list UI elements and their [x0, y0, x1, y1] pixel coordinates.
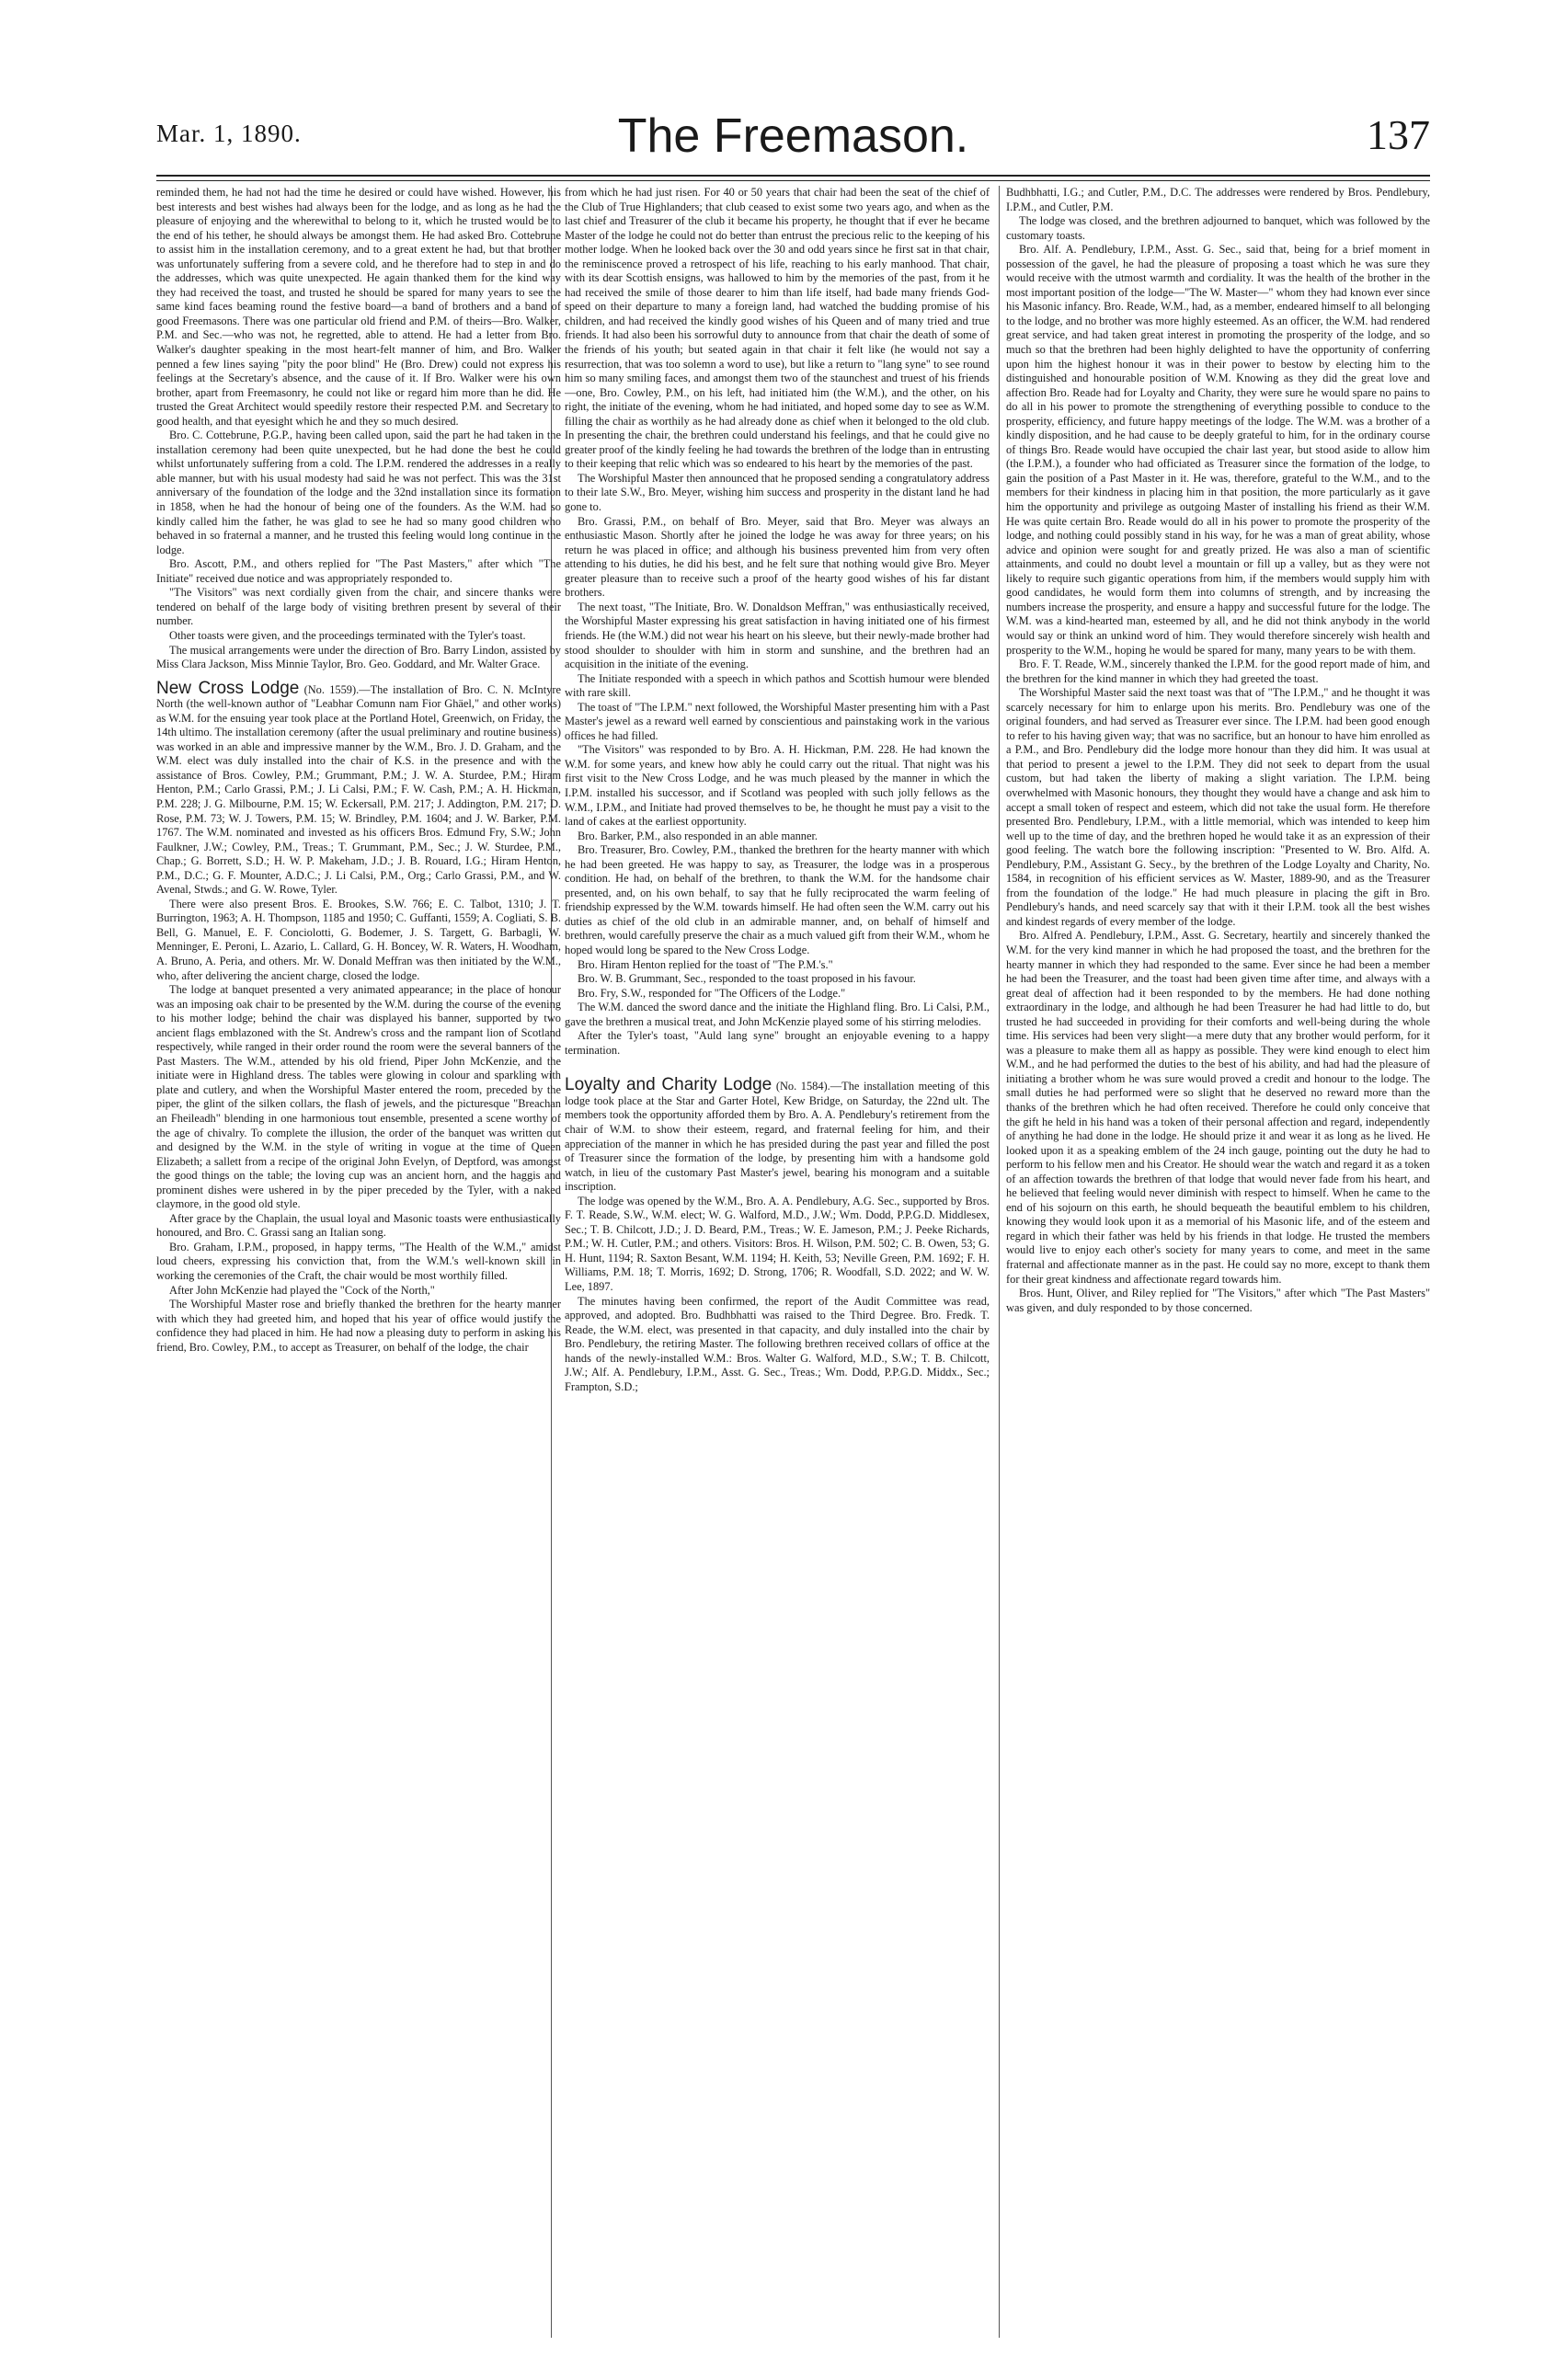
paragraph: —The installation meeting of this lodge took place at the Star and Garter Hotel, Kew Bridge, on Saturday, the 22nd ult. The members took the opportunity afforded them by Bro. A. A. Pendlebury's retirement from the chair of W.M. to show their esteem, regard, and fraternal feeling for him, and their appreciation of the manner in which he has presided during the past year and filled the post of Treasurer since the formation of the lodge, by presenting him with a handsome gold watch, in lieu of the customary Past Master's jewel, bearing his monogram and a suitable inscription. — [565, 1080, 990, 1194]
section-heading: New Cross Lodge — [156, 678, 300, 698]
paragraph: The Worshipful Master rose and briefly thanked the brethren for the hearty manner with which they had greeted him, and hoped that his year of office would justify the confidence they had placed in him. He had now a pleasing duty to perform in asking his friend, Bro. Cowley, P.M., to accept as Treasurer, on behalf of the lodge, the chair — [156, 1298, 561, 1354]
paragraph: Bro. Alf. A. Pendlebury, I.P.M., Asst. G. Sec., said that, being for a brief moment in possession of the gavel, he had the pleasure of proposing a toast which he was sure they would receive with the utmost warmth and cordiality. It was the health of the brother in the most important position of the lodge—"The W. Master—" whom they had known ever since his Masonic infancy. Bro. Reade, W.M., had, as a member, endeared himself to all belonging to the lodge, and no brother was more highly esteemed. As an officer, the W.M. had rendered great service, and had taken great interest in promoting the prosperity of the lodge, and so much so that the brethren had been highly delighted to have the opportunity of conferring upon him the highest honour it was in their power to bestow by electing him to the distinguished and honourable position of W.M. Knowing as they did the great love and affection Bro. Reade had for Loyalty and Charity, they were sure he would spare no pains to do all in his power to promote the strengthening of everything possible to conduce to the prosperity, efficiency, and future happy meetings of the lodge. The W.M. was a brother of a kindly disposition, and he had cause to be deeply grateful to him, for in the ordinary course of things Bro. Reade would have occupied the chair last year, but stood aside to allow him (the I.P.M.), a founder who had officiated as Treasurer since the formation of the lodge, to gain the position of a Past Master in it. He was, therefore, grateful to the W.M., and to the members for their kindness in placing him in that position, the more particularly as it gave him the opportunity and privilege as outgoing Master of installing his friend as their W.M. He was quite certain Bro. Reade would do all in his power to promote the prosperity of the lodge, and nothing could possibly stand in his way, for he was a man of great ability, whose advice and opinion were sought for and greatly prized. He was also a man of scientific attainments, and could no doubt level a mountain or fill up a valley, but as they were not likely to require such gigantic operations from him, if the members would supply him with good candidates, he would form them into columns of strength, and by increasing the numbers increase the prosperity, and ensure a happy and successful future for the lodge. The W.M. was a kind-hearted man, esteemed by all, and he did not think anybody in the world would say or think an unkind word of him. They would therefore sincerely wish health and prosperity to the W.M., hoping he would be spared for many, many years to be with them. — [1006, 243, 1430, 657]
lodge-number: (No. 1584). — [775, 1080, 830, 1093]
paragraph: Bro. Hiram Henton replied for the toast of "The P.M.'s." — [578, 957, 833, 971]
paragraph: The musical arrangements were under the direction of Bro. Barry Lindon, assisted by Miss Clara Jackson, Miss Minnie Taylor, Bro. Geo. Goddard, and Mr. Walter Grace. — [156, 643, 561, 671]
paragraph: reminded them, he had not had the time he desired or could have wished. However, his best interests and best wishes had always been for the lodge, and as long as he had the pleasure of enjoying and the wherewithal to belong to it, which he trusted would be to the end of his tether, he should always be amongst them. He had asked Bro. Cottebrune to assist him in the installation ceremony, and to a great extent he had, but that brother was unfortunately suffering from a severe cold, and he therefore had to step in and do the addresses, which was quite unexpected. He again thanked them for the kind way they had received the toast, and trusted he should be spared for many years to see the same kind faces beaming round the festive board—a band of brothers and a band of good Freemasons. There was one particular old friend and P.M. of theirs—Bro. Walker, P.M. and Sec.—who was not, he regretted, able to attend. He had a letter from Bro. Walker's daughter speaking in the most heart-felt manner of him, and Bro. Walker penned a few lines saying "pity the poor blind" He (Bro. Drew) could not express his feelings at the Secretary's absence, and the cause of it. If Bro. Walker were his own brother, apart from Freemasonry, he could not like or regard him more than he did. He trusted the Great Architect would speedily restore their respected P.M. and Secretary to good health, and that eyesight which he and they so much desired. — [156, 186, 561, 428]
paragraph: Bro. Ascott, P.M., and others replied for "The Past Masters," after which "The Initiate" received due notice and was appropriately responded to. — [156, 557, 561, 585]
paragraph: The Initiate responded with a speech in which pathos and Scottish humour were blended with rare skill. — [565, 671, 990, 700]
paragraph: from which he had just risen. For 40 or 50 years that chair had been the seat of the chief of the Club of True Highlanders; that club ceased to exist some two years ago, and when as the last chief and Treasurer of the club it became his property, he thought that if ever he became Master of the lodge he could not do better than entrust the precious relic to the keeping of his mother lodge. When he looked back over the 30 and odd years since he first sat in that chair, the reminiscence proved a retrospect of his life, reaching to his early manhood. That chair, with its dear Scottish ensigns, was hallowed to him by the memories of the past, from it he had received the smile of those dearer to him than life itself, had bade many friends God-speed on their departure to many a foreign land, had watched the budding promise of his children, and had received the kindly good wishes of his Queen and of many tried and true friends. It had also been his sorrowful duty to announce from that chair the death of some of the friends of his youth; but seated again in that chair it felt like (he would not say a resurrection, that was too solemn a word to use), but like a return to "lang syne" to see round him so many smiling faces, and amongst them two of the staunchest and truest of his friends—one, Bro. Cowley, P.M., on his left, had initiated him (the W.M.), and the other, on his right, the initiate of the evening, whom he had initiated, and hoped some day to see as W.M. filling the chair as worthily as he had already done as chief when it belonged to the old club. In presenting the chair, the brethren could understand his feelings, and that he could give no greater proof of the kindly feeling he had towards the brethren of the lodge than in entrusting to their keeping that relic which was so endeared to his heart by the memories of the past. — [565, 186, 990, 471]
paragraph: Bro. F. T. Reade, W.M., sincerely thanked the I.P.M. for the good report made of him, and the brethren for the kind manner in which they had greeted the toast. — [1006, 658, 1430, 685]
paragraph: Bro. Graham, I.P.M., proposed, in happy terms, "The Health of the W.M.," amidst loud cheers, expressing his conviction that, from the W.M.'s well-known skill in working the ceremonies of the Craft, the chair would be most worthily filled. — [156, 1240, 561, 1283]
masthead — [156, 109, 1430, 171]
column-2 — [565, 186, 990, 2347]
column-1 — [156, 186, 561, 2347]
paragraph: After the Tyler's toast, "Auld lang syne" brought an enjoyable evening to a happy termination. — [565, 1029, 990, 1057]
masthead-rule — [156, 175, 1430, 177]
section-heading: Loyalty and Charity Lodge — [565, 1075, 773, 1095]
paragraph: The next toast, "The Initiate, Bro. W. Donaldson Meffran," was enthusiastically received, the Worshipful Master expressing his great satisfaction in having initiated one of his firmest friends. He (the W.M.) did not wear his heart on his sleeve, but their newly-made brother had stood shoulder to shoulder with him in storm and sunshine, and the brethren had an acquisition in the initiate of the evening. — [565, 600, 990, 671]
newspaper-title: The Freemason. — [617, 109, 969, 163]
paragraph: The Worshipful Master then announced that he proposed sending a congratulatory address to their late S.W., Bro. Meyer, wishing him success and prosperity in the distant land he had gone to. — [565, 471, 990, 514]
column-3 — [1006, 186, 1430, 2347]
paragraph: Bro. Barker, P.M., also responded in an able manner. — [578, 829, 818, 842]
paragraph: Bro. Grassi, P.M., on behalf of Bro. Meyer, said that Bro. Meyer was always an enthusiastic Mason. Shortly after he joined the lodge he was away for three years; on his return he was placed in office; and although his business prevented him from very often attending to his duties, he did his best, and he felt sure that nothing would give Bro. Meyer greater pleasure than to receive such a proof of the hearty good wishes of his far distant brothers. — [565, 514, 990, 600]
paragraph: Bro. W. B. Grummant, Sec., responded to the toast proposed in his favour. — [578, 972, 916, 986]
page-number: 137 — [1367, 111, 1430, 158]
paragraph: Budhbhatti, I.G.; and Cutler, P.M., D.C. The addresses were rendered by Bros. Pendlebury, I.P.M., and Cutler, P.M. — [1006, 186, 1430, 213]
paragraph: Other toasts were given, and the proceedings terminated with the Tyler's toast. — [169, 628, 526, 642]
paragraph: Bros. Hunt, Oliver, and Riley replied for "The Visitors," after which "The Past Masters" was given, and duly responded to by those concerned. — [1006, 1287, 1430, 1314]
paragraph: There were also present Bros. E. Brookes, S.W. 766; E. C. Talbot, 1310; J. T. Burrington, 1963; A. H. Thompson, 1185 and 1950; C. Guffanti, 1559; A. Cogliati, S. B. Bell, G. Manuel, E. F. Conciolotti, G. Bodemer, J. S. Targett, G. Barbagli, W. Menninger, E. Peroni, L. Azario, L. Callard, G. H. Boncey, W. R. Waters, H. Woodham, A. Bruno, A. Peria, and others. Mr. W. Donald Meffran was then initiated by the W.M., who, after delivering the ancient charge, closed the lodge. — [156, 897, 561, 982]
masthead-rule-thin — [156, 180, 1430, 181]
lodge-number: (No. 1559). — [303, 682, 360, 696]
paragraph: The W.M. danced the sword dance and the initiate the Highland fling. Bro. Li Calsi, P.M., gave the brethren a musical treat, and John McKenzie played some of his stirring melodies. — [565, 1001, 990, 1028]
paragraph: The Worshipful Master said the next toast was that of "The I.P.M.," and he thought it was scarcely necessary for him to enlarge upon his merits. Bro. Pendlebury was one of the original founders, and had served as Treasurer ever since. The I.P.M. had been good enough to refer to his having given way; that was no sacrifice, but an honour to have him enrolled as a P.M., and Bro. Pendlebury did the lodge more honour than they did him. It was usual at that period to present a jewel to the I.P.M. They did not seek to depart from the usual custom, but had taken the liberty of making a slight variation. The I.P.M. being overwhelmed with Masonic honours, they thought they would have a change and ask him to accept a small token of respect and esteem, which did not take the usual form. He therefore presented Bro. Pendlebury, I.P.M., with a little memorial, which was intended to keep him well up to the time of day, and the brethren hoped he would take it as an expression of their good feeling. The watch bore the following inscription: "Presented to W. Bro. Alfd. A. Pendlebury, P.M., Assistant G. Secy., by the brethren of the Lodge Loyalty and Charity, No. 1584, in recognition of his efficient services as W. Master, 1889-90, and as the Treasurer from the foundation of the lodge." He had much pleasure in placing the gift in Bro. Pendlebury's hands, and need scarcely say that with it their I.P.M. took all the best wishes and kindest regards of every member of the lodge. — [1006, 686, 1430, 928]
paragraph: After John McKenzie had played the "Cock of the North," — [169, 1283, 435, 1297]
paragraph: The lodge was opened by the W.M., Bro. A. A. Pendlebury, A.G. Sec., supported by Bros. F. T. Reade, S.W., W.M. elect; W. G. Walford, M.D., J.W.; Wm. Dodd, P.P.G.D. Middlesex, Sec.; T. B. Chilcott, J.D.; J. D. Beard, P.M., Treas.; W. E. Jameson, P.M.; J. Peeke Richards, P.M.; W. H. Cutler, P.M.; and others. Visitors: Bros. H. Wilson, P.M. 502; C. B. Owen, 53; G. H. Hunt, 1194; R. Saxton Besant, W.M. 1194; H. Keith, 53; Neville Green, P.M. 1692; F. H. Williams, P.M. 18; T. Morris, 1692; D. Strong, 1706; R. Woodfall, S.D. 2022; and W. W. Lee, 1897. — [565, 1194, 990, 1294]
paragraph: "The Visitors" was responded to by Bro. A. H. Hickman, P.M. 228. He had known the W.M. for some years, and knew how ably he could carry out the ritual. That night was his first visit to the New Cross Lodge, and he was much pleased by the manner in which the I.P.M. installed his successor, and if Scotland was peopled with such jolly fellows as the W.M., I.P.M., and Initiate had proved themselves to be, he thought he must pay a visit to the land of cakes at the earliest opportunity. — [565, 743, 990, 829]
paragraph: After grace by the Chaplain, the usual loyal and Masonic toasts were enthusiastically honoured, and Bro. C. Grassi sang an Italian song. — [156, 1211, 561, 1240]
paragraph: Bro. Fry, S.W., responded for "The Officers of the Lodge." — [578, 986, 846, 1000]
paragraph: The lodge at banquet presented a very animated appearance; in the place of honour was an imposing oak chair to be presented by the W.M. during the course of the evening to his mother lodge; behind the chair was displayed his banner, supported by two ancient flags emblazoned with the St. Andrew's cross and the rampant lion of Scotland respectively, while ranged in their order round the room were the several banners of the Past Masters. The W.M., attended by his old friend, Piper John McKenzie, and the initiate were in Highland dress. The tables were glowing in colour and sparkling with plate and cutlery, and when the Worshipful Master entered the room, preceded by the piper, the glint of the silken collars, the flash of jewels, and the picturesque "Breachan an Fheileadh" blending in one harmonious tout ensemble, presented a scene worthy of the age of chivalry. To complete the illusion, the order of the banquet was written out and designed by the W.M. in the style of writing in vogue at the time of Queen Elizabeth; a sallett from a recipe of the original John Evelyn, of Deptford, was amongst the good things on the table; the loving cup was an ancient horn, and the haggis and prominent dishes were ushered in by the piper preceded by the Tyler, with a naked claymore, in the good old style. — [156, 983, 561, 1211]
issue-date: Mar. 1, 1890. — [156, 120, 302, 147]
paragraph: —The installation of Bro. C. N. McIntyre North (the well-known author of "Leabhar Comunn nam Fior Ghäel," and other works) as W.M. for the ensuing year took place at the Portland Hotel, Greenwich, on Friday, the 14th ultimo. The installation ceremony (after the usual preliminary and routine business) was worked in an able and impressive manner by the W.M., Bro. J. D. Graham, and the W.M. elect was duly installed into the chair of K.S. in the presence and with the assistance of Bros. Cowley, P.M.; Grummant, P.M.; J. W. A. Sturdee, P.M.; Hiram Henton, P.M.; Carlo Grassi, P.M.; J. Li Calsi, P.M.; F. W. Cash, P.M.; A. H. Hickman, P.M. 228; J. G. Milbourne, P.M. 15; W. Eckersall, P.M. 217; J. Addington, P.M. 217; D. Rose, P.M. 73; W. J. Towers, P.M. 15; W. Brindley, P.M. 1604; and J. W. Barker, P.M. 1767. The W.M. nominated and invested as his officers Bros. Edmund Fry, S.W.; John Faulkner, J.W.; Cowley, P.M., Treas.; T. Grummant, P.M., Sec.; J. W. Sturdee, P.M., Chap.; G. Borrett, S.D.; H. W. P. Makeham, J.D.; J. B. Rouard, I.G.; Hiram Henton, P.M., D.C.; G. F. Mounter, A.D.C.; J. Li Calsi, P.M., Org.; Carlo Grassi, P.M., and W. Avenal, Stwds.; and G. W. Rowe, Tyler. — [156, 682, 561, 897]
paragraph: The minutes having been confirmed, the report of the Audit Committee was read, approved, and adopted. Bro. Budhbhatti was raised to the Third Degree. Bro. Fredk. T. Reade, the W.M. elect, was presented in that capacity, and duly installed into the chair by Bro. Pendlebury, the retiring Master. The following brethren received collars of office at the hands of the newly-installed W.M.: Bros. Walter G. Walford, M.D., S.W.; T. B. Chilcott, J.W.; Alf. A. Pendlebury, I.P.M., Asst. G. Sec., Treas.; Wm. Dodd, P.P.G.D. Middx., Sec.; Frampton, S.D.; — [565, 1294, 990, 1393]
paragraph: Bro. C. Cottebrune, P.G.P., having been called upon, said the part he had taken in the installation ceremony had been quite unexpected, but he had done the best he could whilst unfortunately suffering from a cold. The I.P.M. rendered the addresses in a really able manner, but with his usual modesty had said he was not perfect. This was the 31st anniversary of the foundation of the lodge and the 32nd installation since its formation in 1858, when he had the honour of being one of the founders. As the W.M. had so kindly called him the father, he was glad to see he had so many good children who behaved in so fraternal a manner, and he trusted this feeling would long continue in the lodge. — [156, 429, 561, 556]
paragraph: The lodge was closed, and the brethren adjourned to banquet, which was followed by the customary toasts. — [1006, 214, 1430, 242]
column-divider — [999, 186, 1000, 2338]
paragraph: Bro. Treasurer, Bro. Cowley, P.M., thanked the brethren for the hearty manner with which he had been greeted. He was happy to say, as Treasurer, the lodge was in a prosperous condition. He had, on behalf of the brethren, to thank the W.M. for the handsome chair presented, and, on his own behalf, to say that he fully reciprocated the warm feeling of friendship expressed by the W.M. towards himself. He had often seen the W.M. carry out his duties as chief of the old club in an admirable manner, and, on behalf of himself and brethren, would carefully preserve the chair as a much valued gift from their W.M., whom he hoped would long be spared to the New Cross Lodge. — [565, 843, 990, 956]
paragraph: The toast of "The I.P.M." next followed, the Worshipful Master presenting him with a Past Master's jewel as a reward well earned by conscientious and painstaking work in the various offices he had filled. — [565, 700, 990, 742]
paragraph: "The Visitors" was next cordially given from the chair, and sincere thanks were tendered on behalf of the large body of visiting brethren present by several of their number. — [156, 586, 561, 628]
paragraph: Bro. Alfred A. Pendlebury, I.P.M., Asst. G. Secretary, heartily and sincerely thanked the W.M. for the very kind manner in which he had proposed the toast, and the brethren for the hearty manner in which they had responded to the same. Ever since he had been a member he had been the Treasurer, and the toast had been given time after time, and always with a great deal of affection had it been responded to by the members. He had done nothing extraordinary in the lodge, and although he had been Treasurer he had had little to do, but trusted he had succeeded in providing for their comforts and well-being during the whole time. His services had been very slight—a mere duty that any brother would perform, for it was a pleasure to make them all as happy as possible. They were kind enough to elect him W.M., and he had performed the duties to the best of his ability, and had had the pleasure of initiating a brother whom he was sure would proved a credit and honour to the lodge. The small duties he had performed were so slight that he deserved no reward more than the thanks of the brethren which he had often received. Therefore he could only conceive that the gift he held in his hand was a token of their personal affection and regard, independently of anything he had done in the lodge. He should prize it and wear it as long as he lived. He looked upon it as a speaking emblem of the 24 inch gauge, pointing out the duty he had to perform to his fellow men and his Creator. He should wear the watch and regard it as a token of an affection towards the brethren of that lodge that would never fade from his heart, and he believed that feeling would never diminish with respect to himself. When he came to the end of his sojourn on this earth, he should bequeath the beautiful emblem to his children, knowing they would look upon it as a memorial of his Masonic life, and of the esteem and regard in which their father was held by his friends in that lodge. He trusted the members would live to enjoy each other's society for many years to come, and meet in the same fraternal and affectionate manner as in the past. He could say no more, except to thank them for their great kindness and affectionate regard towards him. — [1006, 929, 1430, 1286]
